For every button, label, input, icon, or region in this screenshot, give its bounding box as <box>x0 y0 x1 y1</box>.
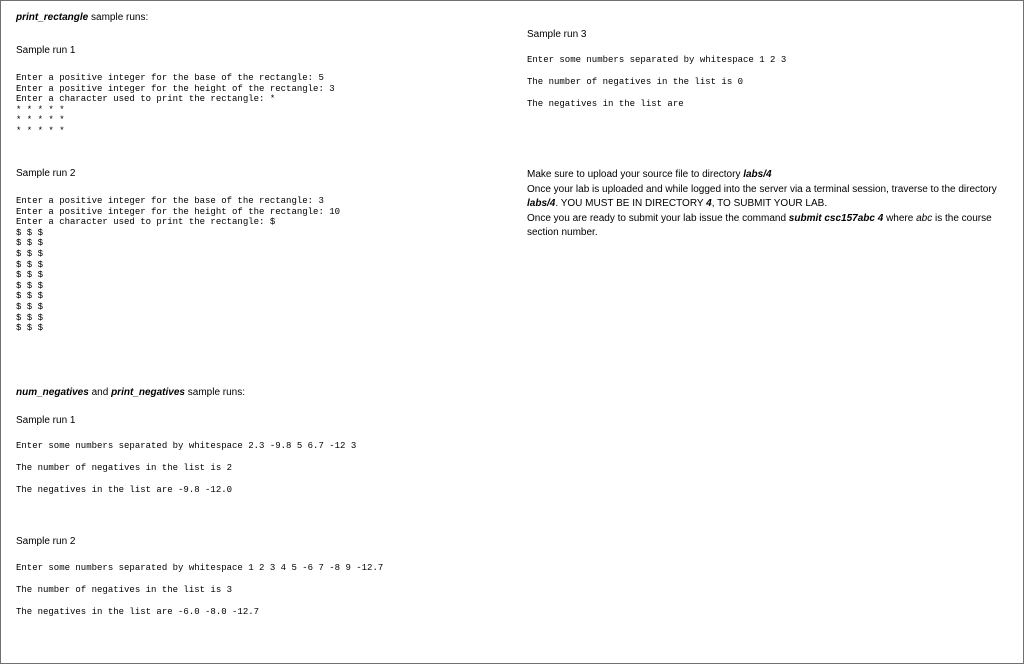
rect-run2-title: Sample run 2 <box>16 168 76 179</box>
traverse-dir: labs/4 <box>527 198 556 209</box>
output-line: * * * * * <box>16 104 65 115</box>
rect-run1-output <box>16 73 335 137</box>
output-line: Enter a positive integer for the height of the rectangle: 10 <box>16 206 341 217</box>
output-line: $ $ $ <box>16 280 44 291</box>
output-line: $ $ $ <box>16 270 44 281</box>
output-line: Enter a positive integer for the base of the rectangle: 3 <box>16 196 324 206</box>
output-line: $ $ $ <box>16 238 44 249</box>
output-line: * * * * * <box>16 125 65 136</box>
neg-run1-title: Sample run 1 <box>16 415 76 426</box>
neg-heading-fn1: num_negatives <box>16 387 89 398</box>
neg-heading-fn2: print_negatives <box>111 387 185 398</box>
neg-run1-count: The number of negatives in the list is 2 <box>16 463 233 473</box>
neg-run2-input: Enter some numbers separated by whitespace 1 2 3 4 5 -6 7 -8 9 -12.7 <box>16 563 384 573</box>
output-line: Enter a positive integer for the height of the rectangle: 3 <box>16 83 335 94</box>
traverse-instruction: Once your lab is uploaded and while logged into the server via a terminal session, traverse to the directory labs/4. YOU MUST BE IN DIRECTORY 4, TO SUBMIT YOUR LAB. <box>527 183 997 209</box>
output-line: $ $ $ <box>16 291 44 302</box>
submission-instructions <box>527 168 997 241</box>
upload-instruction: Make sure to upload your source file to directory labs/4 <box>527 169 772 180</box>
output-line: $ $ $ <box>16 312 44 323</box>
neg-heading-rest: sample runs: <box>184 387 246 398</box>
rect-run1-title: Sample run 1 <box>16 45 76 56</box>
upload-dir: labs/4 <box>743 169 772 180</box>
output-line: $ $ $ <box>16 259 44 270</box>
rect-heading-fn: print_rectangle <box>16 12 89 23</box>
directory-number: 4 <box>706 198 712 209</box>
neg-run3-list: The negatives in the list are <box>527 99 684 109</box>
rect-run2-output <box>16 196 340 334</box>
output-line: Enter a character used to print the rectangle: * <box>16 94 276 105</box>
output-line: Enter a character used to print the rectangle: $ <box>16 217 276 228</box>
neg-run3-input: Enter some numbers separated by whitespace 1 2 3 <box>527 55 787 65</box>
neg-run3-title: Sample run 3 <box>527 29 587 40</box>
output-line: Enter a positive integer for the base of the rectangle: 5 <box>16 73 324 83</box>
neg-run3-count: The number of negatives in the list is 0 <box>527 77 744 87</box>
neg-heading-and: and <box>88 387 112 398</box>
neg-heading <box>16 387 245 398</box>
neg-run2-title: Sample run 2 <box>16 536 76 547</box>
output-line: $ $ $ <box>16 323 44 334</box>
rect-heading <box>16 12 148 23</box>
neg-run2-count: The number of negatives in the list is 3 <box>16 585 233 595</box>
output-line: $ $ $ <box>16 301 44 312</box>
submit-instruction: Once you are ready to submit your lab issue the command submit csc157abc 4 where abc is the course section number. <box>527 212 992 238</box>
output-line: $ $ $ <box>16 227 44 238</box>
section-placeholder: abc <box>916 212 933 224</box>
neg-run1-list: The negatives in the list are -9.8 -12.0 <box>16 485 233 495</box>
neg-run2-list: The negatives in the list are -6.0 -8.0 -12.7 <box>16 607 260 617</box>
neg-run1-input: Enter some numbers separated by whitespace 2.3 -9.8 5 6.7 -12 3 <box>16 441 357 451</box>
output-line: * * * * * <box>16 115 65 126</box>
rect-heading-rest: sample runs: <box>88 12 149 23</box>
submit-command: submit csc157abc 4 <box>788 212 884 224</box>
output-line: $ $ $ <box>16 248 44 259</box>
